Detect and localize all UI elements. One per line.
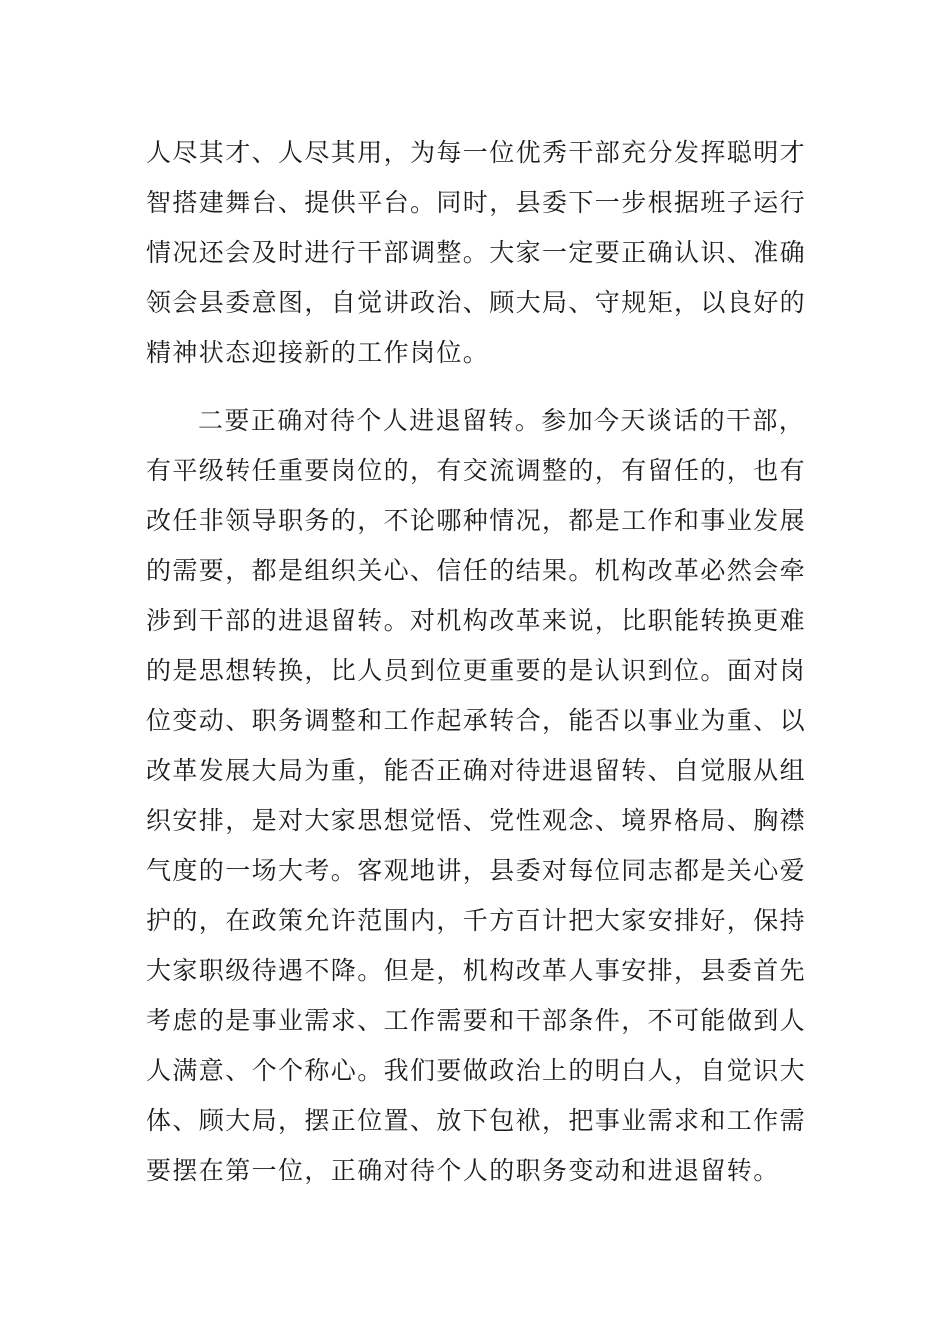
text-line: 的是思想转换，比人员到位更重要的是认识到位。面对岗 [146,656,807,685]
text-line-indented: 二要正确对待个人进退留转。参加今天谈话的干部， [198,406,806,435]
text-line: 大家职级待遇不降。但是，机构改革人事安排，县委首先 [146,956,807,985]
text-line: 改革发展大局为重，能否正确对待进退留转、自觉服从组 [146,756,807,785]
text-line: 智搭建舞台、提供平台。同时，县委下一步根据班子运行 [146,188,807,217]
paragraph-continuation [146,128,807,378]
text-line: 护的，在政策允许范围内，千方百计把大家安排好，保持 [146,906,807,935]
text-line: 领会县委意图，自觉讲政治、顾大局、守规矩，以良好的 [146,288,807,317]
text-line: 有平级转任重要岗位的，有交流调整的，有留任的，也有 [146,456,807,485]
text-line: 情况还会及时进行干部调整。大家一定要正确认识、准确 [146,238,807,267]
text-line: 织安排，是对大家思想觉悟、党性观念、境界格局、胸襟 [146,806,807,835]
text-line: 精神状态迎接新的工作岗位。 [146,338,490,367]
text-line: 考虑的是事业需求、工作需要和干部条件，不可能做到人 [146,1006,807,1035]
text-line: 改任非领导职务的，不论哪种情况，都是工作和事业发展 [146,506,807,535]
text-line: 要摆在第一位，正确对待个人的职务变动和进退留转。 [146,1156,780,1185]
text-line: 人满意、个个称心。我们要做政治上的明白人，自觉识大 [146,1056,807,1085]
text-line: 气度的一场大考。客观地讲，县委对每位同志都是关心爱 [146,856,807,885]
text-line: 体、顾大局，摆正位置、放下包袱，把事业需求和工作需 [146,1106,807,1135]
paragraph-second-point [146,396,807,1196]
text-line: 位变动、职务调整和工作起承转合，能否以事业为重、以 [146,706,807,735]
text-line: 人尽其才、人尽其用，为每一位优秀干部充分发挥聪明才 [146,138,807,167]
text-line: 涉到干部的进退留转。对机构改革来说，比职能转换更难 [146,606,807,635]
text-line: 的需要，都是组织关心、信任的结果。机构改革必然会牵 [146,556,807,585]
